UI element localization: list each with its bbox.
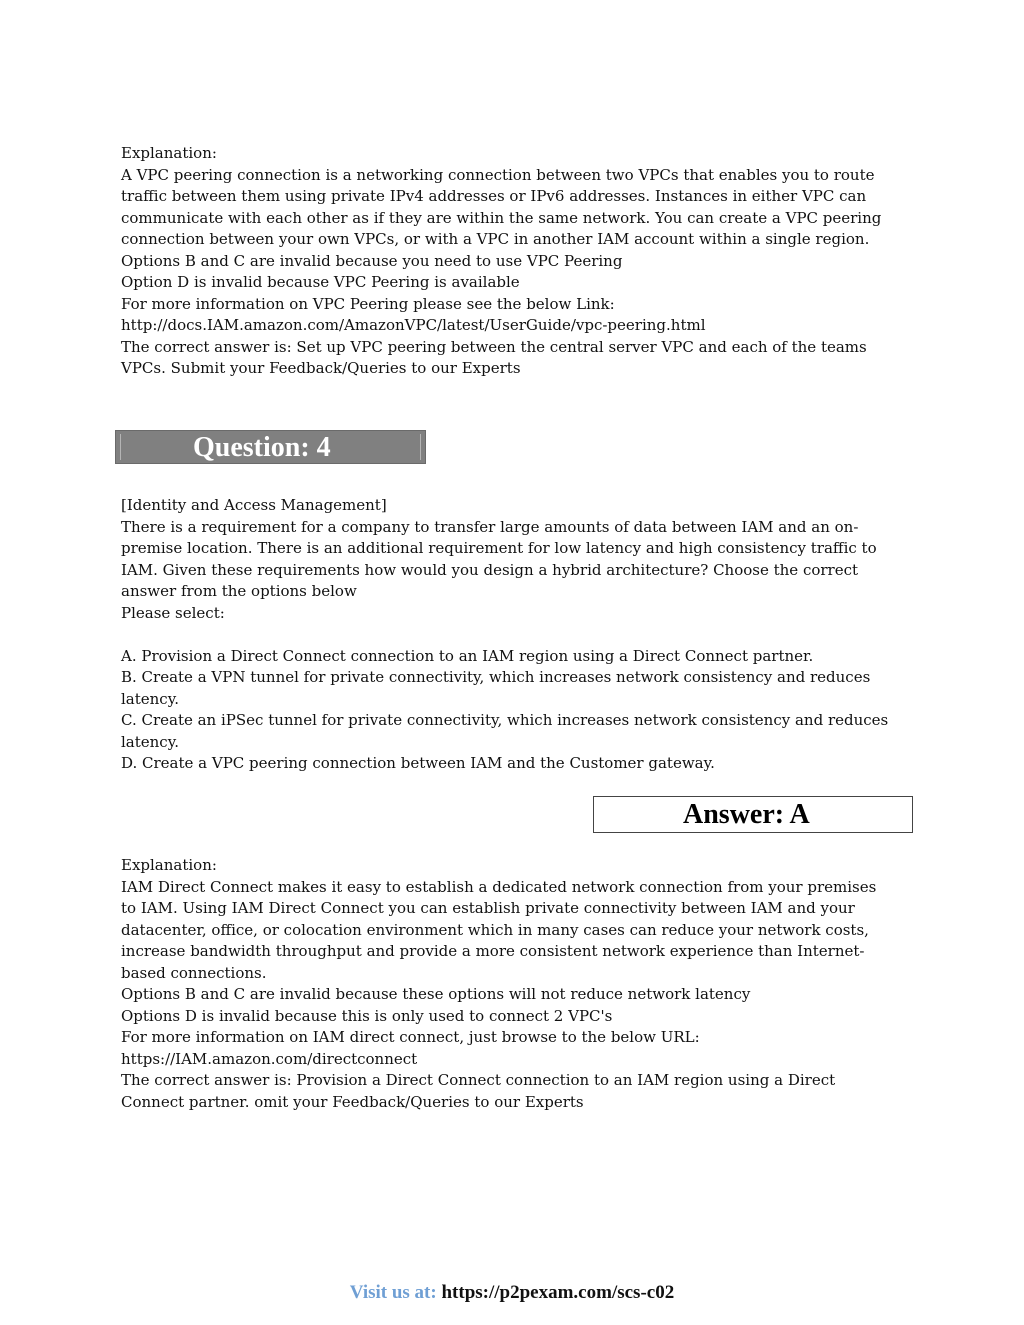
footer xyxy=(0,1282,1024,1304)
answer-label: Answer: A xyxy=(683,799,810,830)
explanation-line: For more information on IAM direct connect, just browse to the below URL: xyxy=(121,1028,700,1046)
option-c: C. Create an iPSec tunnel for private connectivity, which increases network consistency and reduces xyxy=(121,711,889,729)
explanation-line: to IAM. Using IAM Direct Connect you can establish private connectivity between IAM and your xyxy=(121,899,855,917)
explanation-line: For more information on VPC Peering please see the below Link: xyxy=(121,294,615,313)
question-text-line: answer from the options below xyxy=(121,582,357,600)
question-header xyxy=(115,430,426,464)
option-b: B. Create a VPN tunnel for private connectivity, which increases network consistency and reduces xyxy=(121,668,871,686)
question-category: [Identity and Access Management] xyxy=(121,496,387,514)
question-text-line: There is a requirement for a company to transfer large amounts of data between IAM and an on- xyxy=(121,517,859,536)
explanation-line: connection between your own VPCs, or with a VPC in another IAM account within a single region. xyxy=(121,230,870,248)
question-text-line: premise location. There is an additional requirement for low latency and high consistency traffic to xyxy=(121,539,877,557)
explanation-link: https://IAM.amazon.com/directconnect xyxy=(121,1049,418,1068)
explanation-line: Connect partner. omit your Feedback/Queries to our Experts xyxy=(121,1092,584,1111)
option-a: A. Provision a Direct Connect connection to an IAM region using a Direct Connect partner. xyxy=(121,646,814,665)
question-prompt: Please select: xyxy=(121,603,225,622)
option-c-continued: latency. xyxy=(121,732,179,751)
option-d: D. Create a VPC peering connection between IAM and the Customer gateway. xyxy=(121,754,715,772)
explanation-line: IAM Direct Connect makes it easy to establish a dedicated network connection from your premises xyxy=(121,877,877,896)
question-text-line: IAM. Given these requirements how would you design a hybrid architecture? Choose the correct xyxy=(121,560,859,579)
question-body xyxy=(121,495,911,775)
explanation-line: The correct answer is: Set up VPC peering between the central server VPC and each of the teams xyxy=(121,337,867,356)
explanation-line: datacenter, office, or colocation environment which in many cases can reduce your network costs, xyxy=(121,920,869,939)
explanation-line: Option D is invalid because VPC Peering is available xyxy=(121,273,520,291)
footer-label: Visit us at: xyxy=(349,1282,437,1303)
explanation-line: Options B and C are invalid because you need to use VPC Peering xyxy=(121,251,623,270)
spacer xyxy=(121,624,911,646)
explanation-line: VPCs. Submit your Feedback/Queries to our Experts xyxy=(121,359,521,377)
explanation-line: increase bandwidth throughput and provide a more consistent network experience than Internet- xyxy=(121,942,865,960)
footer-link[interactable]: https://p2pexam.com/scs-c02 xyxy=(441,1282,675,1303)
explanation-line: Options D is invalid because this is only used to connect 2 VPC's xyxy=(121,1006,613,1025)
explanation-line: based connections. xyxy=(121,963,267,982)
explanation-link: http://docs.IAM.amazon.com/AmazonVPC/latest/UserGuide/vpc-peering.html xyxy=(121,316,706,334)
question-title: Question: 4 xyxy=(193,432,331,463)
explanation-line: traffic between them using private IPv4 addresses or IPv6 addresses. Instances in either VPC can xyxy=(121,187,867,205)
option-b-continued: latency. xyxy=(121,689,179,708)
explanation-line: communicate with each other as if they are within the same network. You can create a VPC peering xyxy=(121,208,882,227)
explanation-2 xyxy=(121,855,911,1113)
explanation-line: Explanation: xyxy=(121,856,217,874)
explanation-line: Explanation: xyxy=(121,144,217,162)
answer-box xyxy=(593,796,913,833)
explanation-line: A VPC peering connection is a networking connection between two VPCs that enables you to route xyxy=(121,165,875,184)
explanation-1 xyxy=(121,143,911,380)
explanation-line: The correct answer is: Provision a Direct Connect connection to an IAM region using a Direct xyxy=(121,1071,836,1089)
explanation-line: Options B and C are invalid because these options will not reduce network latency xyxy=(121,985,751,1003)
